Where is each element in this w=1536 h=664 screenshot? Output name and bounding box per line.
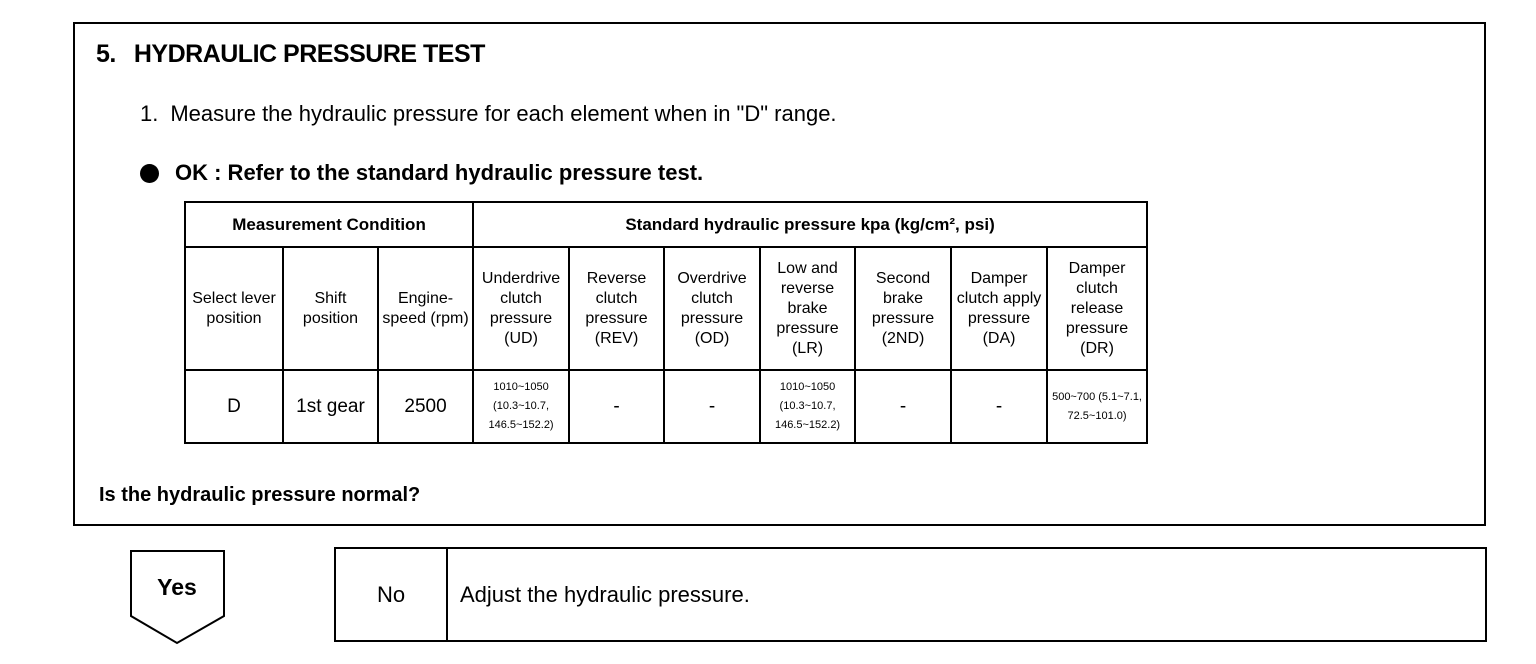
header-engine-speed: Engine-speed (rpm) <box>378 247 473 370</box>
cell-2nd: - <box>855 370 951 443</box>
ok-criterion <box>140 160 703 186</box>
section-title <box>96 40 485 69</box>
table-group-row <box>185 202 1147 247</box>
yes-label: Yes <box>157 574 197 600</box>
header-rev: Reverse clutch pressure (REV) <box>569 247 664 370</box>
no-label: No <box>336 549 448 640</box>
cell-lr: 1010~1050 (10.3~10.7, 146.5~152.2) <box>760 370 855 443</box>
bullet-icon <box>140 164 159 183</box>
header-2nd: Second brake pressure (2ND) <box>855 247 951 370</box>
cell-ud: 1010~1050 (10.3~10.7, 146.5~152.2) <box>473 370 569 443</box>
step-number: 1. <box>140 101 159 126</box>
cell-shift-position: 1st gear <box>283 370 378 443</box>
header-lr: Low and reverse brake pressure (LR) <box>760 247 855 370</box>
pressure-spec-table <box>184 201 1148 444</box>
cell-engine-speed: 2500 <box>378 370 473 443</box>
header-od: Overdrive clutch pressure (OD) <box>664 247 760 370</box>
no-action-text: Adjust the hydraulic pressure. <box>460 581 750 607</box>
header-ud: Underdrive clutch pressure (UD) <box>473 247 569 370</box>
group-measurement-condition: Measurement Condition <box>185 202 473 247</box>
header-select-lever: Select lever position <box>185 247 283 370</box>
header-da: Damper clutch apply pressure (DA) <box>951 247 1047 370</box>
question-text: Is the hydraulic pressure normal? <box>99 484 421 506</box>
cell-select-lever: D <box>185 370 283 443</box>
table-row <box>185 370 1147 443</box>
no-branch[interactable] <box>334 547 1487 642</box>
step-text: Measure the hydraulic pressure for each element when in "D" range. <box>170 101 837 126</box>
section-number: 5. <box>96 40 116 68</box>
group-standard-pressure: Standard hydraulic pressure kpa (kg/cm², psi) <box>473 202 1147 247</box>
yes-button[interactable] <box>130 550 226 646</box>
table-header-row <box>185 247 1147 370</box>
step-1 <box>140 101 837 127</box>
ok-text: OK : Refer to the standard hydraulic pressure test. <box>175 160 704 185</box>
header-dr: Damper clutch release pressure (DR) <box>1047 247 1147 370</box>
cell-da: - <box>951 370 1047 443</box>
cell-od: - <box>664 370 760 443</box>
cell-dr: 500~700 (5.1~7.1, 72.5~101.0) <box>1047 370 1147 443</box>
cell-rev: - <box>569 370 664 443</box>
header-shift-position: Shift position <box>283 247 378 370</box>
section-title-text: HYDRAULIC PRESSURE TEST <box>133 40 485 68</box>
